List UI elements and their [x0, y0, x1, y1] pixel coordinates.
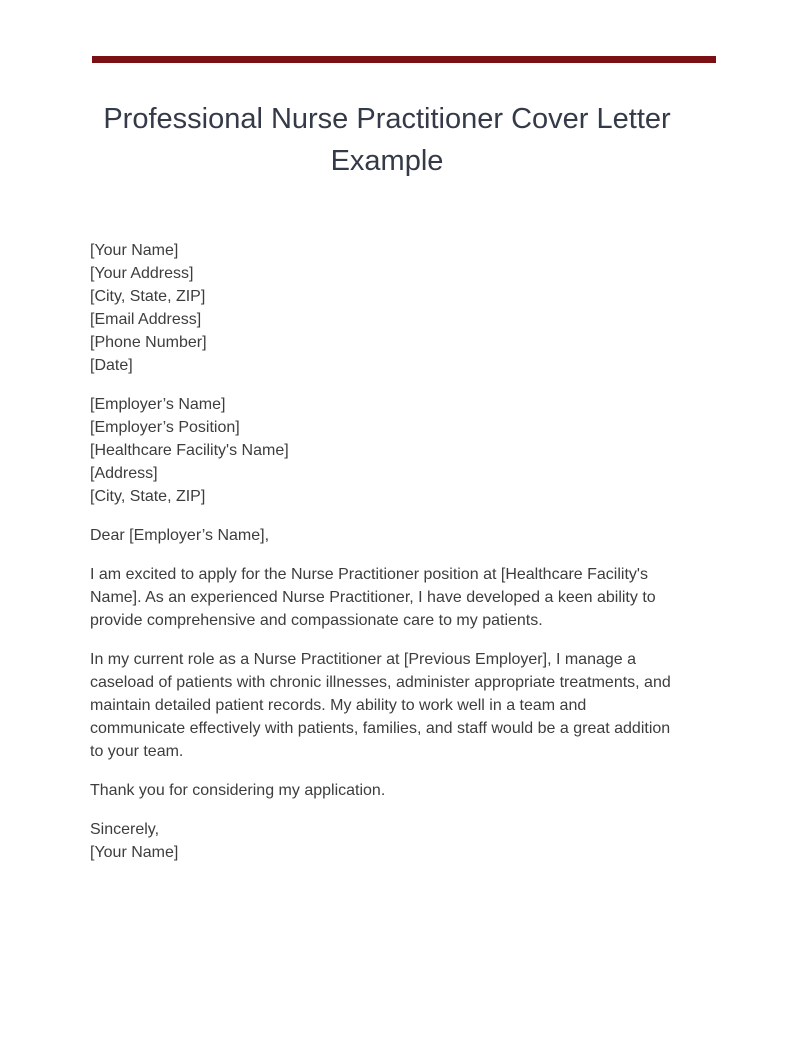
letter-body: [90, 239, 690, 880]
letter-date: [Date]: [90, 357, 133, 374]
page-title: Professional Nurse Practitioner Cover Letter Example: [103, 103, 671, 177]
sender-phone: [Phone Number]: [90, 334, 207, 351]
sender-email: [Email Address]: [90, 311, 202, 328]
sender-address: [Your Address]: [90, 265, 194, 282]
body-paragraph-3: Thank you for considering my application.: [90, 782, 386, 799]
header-rule: [92, 56, 716, 63]
body-paragraph-2: In my current role as a Nurse Practitioner at [Previous Employer], I manage a caseload of patients with chronic illnesses, administer appropriate treatments, and maintain detailed patient records. My ability to work well in a team and communicate effectively with patients, families, and staff would be a great addition to your team.: [90, 651, 671, 760]
recipient-address: [Address]: [90, 465, 158, 482]
recipient-name: [Employer’s Name]: [90, 396, 226, 413]
sender-address-block: [90, 239, 690, 377]
signature-name: [Your Name]: [90, 844, 179, 861]
closing-block: [90, 818, 690, 864]
sender-name: [Your Name]: [90, 242, 179, 259]
recipient-city-state-zip: [City, State, ZIP]: [90, 488, 206, 505]
recipient-facility: [Healthcare Facility's Name]: [90, 442, 289, 459]
salutation: Dear [Employer’s Name],: [90, 527, 270, 544]
body-paragraph-1: I am excited to apply for the Nurse Practitioner position at [Healthcare Facility's Name]. As an experienced Nurse Practitioner, I have developed a keen ability to provide comprehensive and compassionate care to my patients.: [90, 566, 656, 629]
valediction: Sincerely,: [90, 821, 160, 838]
sender-city-state-zip: [City, State, ZIP]: [90, 288, 206, 305]
recipient-address-block: [90, 393, 690, 508]
recipient-position: [Employer’s Position]: [90, 419, 240, 436]
